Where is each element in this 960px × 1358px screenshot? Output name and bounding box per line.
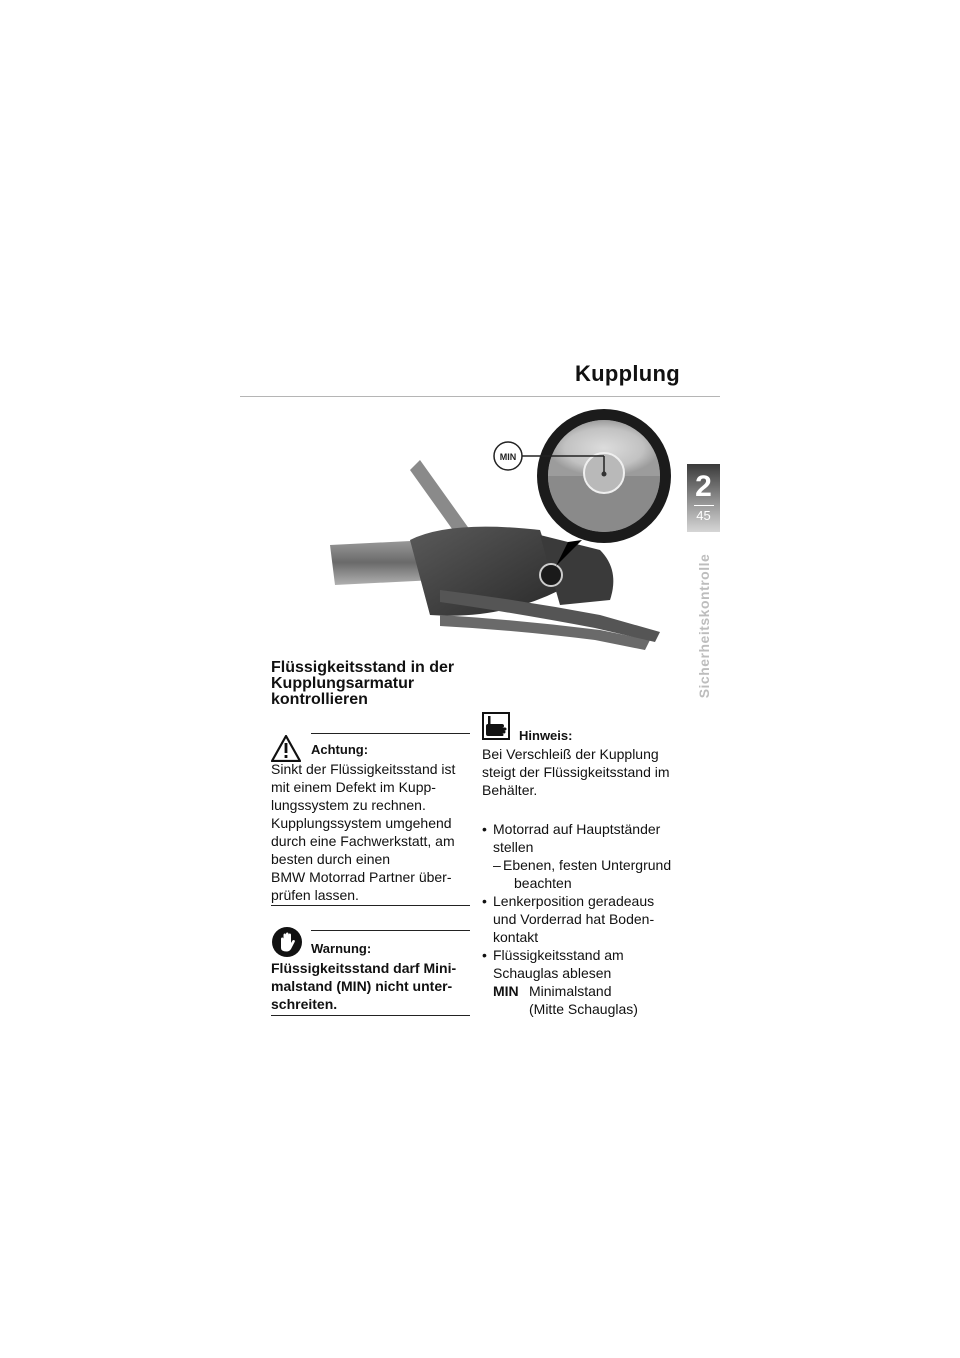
dash: – <box>493 857 501 873</box>
bullet: • <box>482 947 487 963</box>
list-item: • Lenkerposition geradeaus und Vorderrad hat Boden- kontakt <box>482 893 655 945</box>
section-label: Sicherheitskontrolle <box>696 553 712 699</box>
list-subitem: – Ebenen, festen Untergrund beachten <box>493 857 672 891</box>
caution-triangle-icon <box>271 735 301 762</box>
caution-end-rule <box>271 905 470 906</box>
legend-row <box>482 982 692 1018</box>
bullet: • <box>482 893 487 909</box>
caution-rule <box>311 733 470 734</box>
header-divider <box>240 396 720 397</box>
heading-line: Kupplungsarmatur <box>271 675 415 692</box>
legend-value: Minimalstand (Mitte Schauglas) <box>529 983 638 1017</box>
page-title: Kupplung <box>574 361 680 386</box>
clutch-handlebar-illustration <box>300 400 680 670</box>
note-title: Hinweis: <box>519 728 573 743</box>
warning-hand-icon <box>271 926 303 958</box>
chapter-tab-divider <box>694 505 714 506</box>
chapter-tab <box>687 464 720 532</box>
warning-text: Flüssigkeitsstand darf Mini- malstand (MIN) nicht unter- schreiten. <box>271 960 457 1012</box>
note-notice <box>482 712 692 799</box>
caution-text: Sinkt der Flüssigkeitsstand ist mit einem Defekt im Kupp- lungssystem zu rechnen. Kupplungssystem umgehend durch eine Fachwerkstatt, am besten durch einen BMW Motorrad Partner über- prüfen lassen. <box>271 761 456 903</box>
page-number: 45 <box>696 508 711 523</box>
section-heading <box>271 660 470 708</box>
instruction-list <box>482 820 692 1018</box>
warning-notice <box>271 930 470 1016</box>
min-callout-label: MIN <box>499 452 517 462</box>
bullet: • <box>482 821 487 837</box>
caution-notice <box>271 733 470 906</box>
right-column <box>482 712 692 1018</box>
list-item: • Flüssigkeitsstand am Schauglas ablesen <box>482 947 624 981</box>
left-column <box>271 660 470 1016</box>
caution-title: Achtung: <box>311 742 369 757</box>
warning-title: Warnung: <box>311 941 372 956</box>
note-hand-icon <box>482 712 510 740</box>
warning-rule <box>311 930 470 931</box>
chapter-number: 2 <box>695 470 712 503</box>
heading-line: Flüssigkeitsstand in der <box>271 659 455 676</box>
heading-line: kontrollieren <box>271 691 368 708</box>
note-text: Bei Verschleiß der Kupplung steigt der Flüssigkeitsstand im Behälter. <box>482 746 670 798</box>
sight-glass-detail <box>494 409 671 543</box>
legend-key: MIN <box>493 983 519 999</box>
warning-end-rule <box>271 1015 470 1016</box>
list-item: • Motorrad auf Hauptständer stellen <box>482 821 661 855</box>
